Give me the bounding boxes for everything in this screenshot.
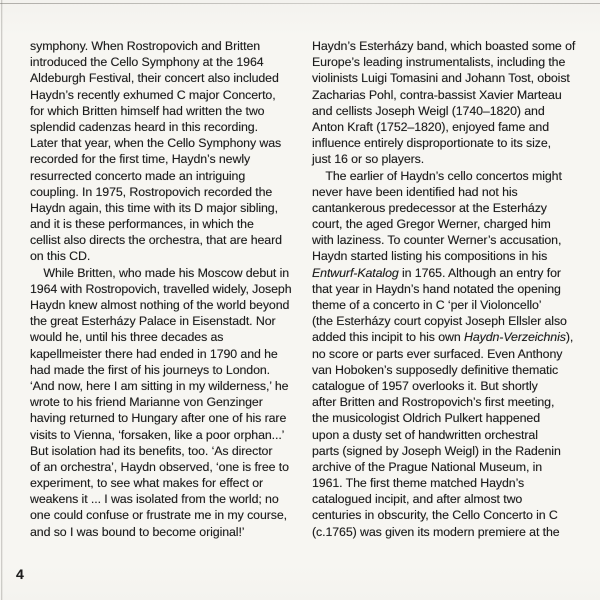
text-line: and so I was bound to become original!’ — [30, 524, 245, 539]
text-line: introduced the Cello Symphony at the 1964 — [30, 55, 264, 70]
text-line: coupling. In 1975, Rostropovich recorded the — [30, 184, 273, 199]
text-line: Later that year, when the Cello Symphony was — [30, 136, 282, 151]
text-line: no score or parts ever surfaced. Even Anthony — [312, 346, 563, 361]
text-line: one could confuse or frustrate me in my course, — [30, 508, 288, 523]
text-line: symphony. When Rostropovich and Britten — [30, 39, 261, 53]
text-line: that year in Haydn’s hand notated the opening — [312, 281, 561, 296]
text-line: with laziness. To counter Werner’s accusation, — [312, 233, 562, 248]
text-line: experiment, to see what makes for effect or — [30, 476, 264, 491]
text-line: on this CD. — [30, 249, 91, 264]
text-line: Haydn’s recently exhumed C major Concerto, — [30, 87, 276, 102]
text-line: (c.1765) was given its modern premiere at the — [312, 524, 560, 539]
text-line: court, the aged Gregor Werner, charged him — [312, 217, 551, 232]
left-text-column — [30, 38, 308, 540]
text-line: and it is these performances, in which the — [30, 217, 254, 232]
text-line: Zacharias Pohl, contra-bassist Xavier Marteau — [312, 87, 562, 102]
text-line: had made the first of his journeys to London. — [30, 362, 271, 377]
text-line: for which Britten himself had written the two — [30, 103, 265, 118]
text-line: parts (signed by Joseph Weigl) in the Radenin — [312, 443, 561, 458]
text-line: (the Esterházy court copyist Joseph Ellsler also — [312, 314, 567, 329]
text-line: the musicologist Oldrich Pulkert happened — [312, 411, 541, 426]
text-line: recorded for the first time, Haydn’s newly — [30, 152, 251, 167]
text-line: upon a dusty set of handwritten orchestral — [312, 427, 538, 442]
text-line: ‘And now, here I am sitting in my wilderness,’ he — [30, 378, 289, 393]
text-line: theme of a concerto in C ‘per il Violoncello’ — [312, 298, 542, 312]
text-line: catalogue of 1957 overlooks it. But shortly — [312, 378, 538, 393]
text-line: van Hoboken’s supposedly definitive thematic — [312, 362, 559, 377]
text-line: archive of the Prague National Museum, in — [312, 459, 543, 474]
text-line: Haydn knew almost nothing of the world beyond — [30, 298, 290, 312]
text-line: visits to Vienna, ‘forsaken, like a poor orphan...’ — [30, 427, 285, 442]
text-line: wrote to his friend Marianne von Genzinger — [30, 395, 263, 410]
text-line: The earlier of Haydn’s cello concertos might — [312, 168, 562, 183]
page-top-edge-line — [0, 3, 600, 4]
text-line: 1961. The first theme matched Haydn’s — [312, 476, 525, 491]
text-line: But isolation had its benefits, too. ‘As director — [30, 443, 273, 458]
text-line: the great Esterházy Palace in Eisenstadt. Nor — [30, 314, 276, 329]
text-line: having returned to Hungary after one of his rare — [30, 411, 287, 426]
text-line: catalogued incipit, and after almost two — [312, 492, 523, 507]
text-line: Europe’s leading instrumentalists, including the — [312, 55, 566, 70]
text-line: splendid cadenzas heard in this recording. — [30, 119, 258, 134]
text-line: influence entirely disproportionate to its size, — [312, 136, 552, 151]
text-line: Anton Kraft (1752–1820), enjoyed fame and — [312, 119, 549, 134]
text-line: would he, until his three decades as — [30, 330, 224, 345]
text-line: cellist also directs the orchestra, that are heard — [30, 233, 282, 248]
text-line: of an orchestra’, Haydn observed, ‘one is free to — [30, 459, 289, 474]
text-line: 1964 with Rostropovich, travelled widely, Joseph — [30, 281, 292, 296]
text-line: added this incipit to his own Haydn-Verzeichnis), — [312, 330, 574, 345]
text-line: Haydn again, this time with its D major sibling, — [30, 200, 278, 215]
text-line: and cellists Joseph Weigl (1740–1820) and — [312, 103, 545, 118]
text-line: While Britten, who made his Moscow debut in — [30, 265, 290, 280]
text-line: after Britten and Rostropovich’s first meeting, — [312, 395, 555, 410]
page-left-edge-line — [1, 0, 3, 600]
text-line: never have been identified had not his — [312, 184, 518, 199]
text-line: Haydn’s Esterházy band, which boasted some of — [312, 39, 576, 53]
text-line: centuries in obscurity, the Cello Concerto in C — [312, 508, 558, 523]
text-line: resurrected concerto made an intriguing — [30, 168, 246, 183]
right-text-column — [312, 38, 594, 540]
text-line: violinists Luigi Tomasini and Johann Tost, oboist — [312, 71, 570, 86]
text-line: kapellmeister there had ended in 1790 and he — [30, 346, 278, 361]
text-line: just 16 or so players. — [312, 152, 425, 167]
text-line: weakens it ... I was isolated from the world; no — [30, 492, 279, 507]
page-number: 4 — [16, 566, 24, 582]
text-line: Entwurf-Katalog in 1765. Although an entry for — [312, 265, 561, 280]
text-line: cantankerous predecessor at the Esterházy — [312, 200, 547, 215]
text-line: Haydn started listing his compositions in his — [312, 249, 548, 264]
text-line: Aldeburgh Festival, their concert also included — [30, 71, 279, 86]
